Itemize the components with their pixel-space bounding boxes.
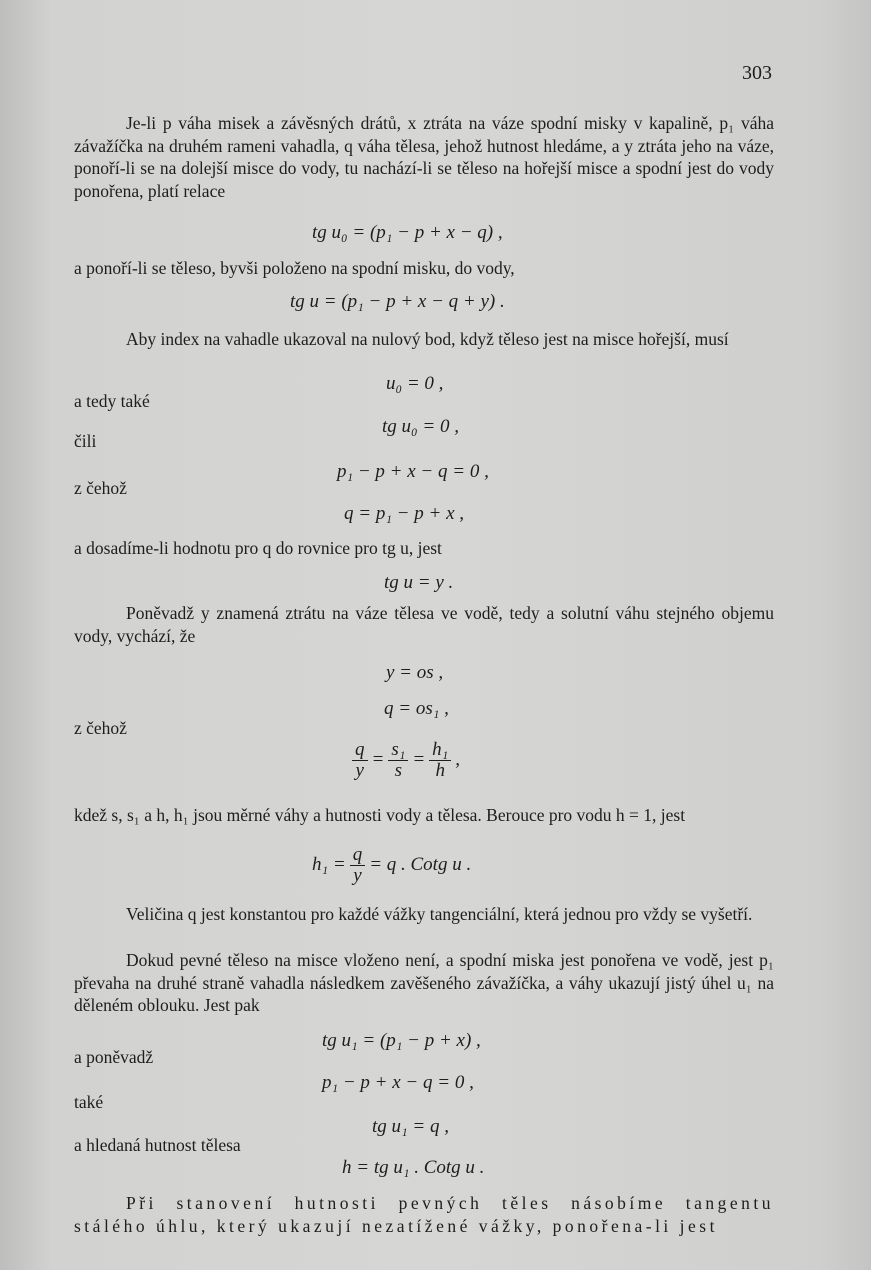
paragraph-intro: Je-li p váha misek a závěsných drátů, x ztráta na váze spodní misky v kapalině, p₁ váha závažíčka na druhém rameni vahadla, q váha tělesa, jehož hutnost hledáme, a y ztráta jeho na váze, ponoří-li se na dolejší misce do vody, tu nachází-li se těleso na hořejší misce a spodní jest do vody ponořena, platí relace xyxy=(74,113,774,201)
equation-balance: p₁ − p + x − q = 0 , xyxy=(337,461,489,482)
equation-tg-u1-q: tg u₁ = q , xyxy=(372,1116,449,1137)
fraction-s1-s: $\frac{\text{s₁}}{s}$ xyxy=(388,740,408,781)
label-cili: čili xyxy=(74,431,97,451)
label-hledana-hutnost: a hledaná hutnost tělesa xyxy=(74,1135,241,1155)
paragraph-zero-point: Aby index na vahadle ukazoval na nulový bod, když těleso jest na misce hořejší, musí xyxy=(126,329,729,349)
equation-tg-u0: tg u₀ = (p₁ − p + x − q) , xyxy=(312,222,503,243)
paragraph-spaced-rule: Při stanovení hutnosti pevných těles násobíme tangentu stálého úhlu, který ukazují nezatížené vážky, ponořena-li jest xyxy=(74,1193,774,1236)
paragraph-constant: Veličina q jest konstantou pro každé vážky tangenciální, která jednou pro vždy se vyšetří. xyxy=(126,904,753,924)
equation-h1: h₁ = $\frac{q}{y}$ = q . Cotg u . xyxy=(312,844,472,886)
equation-q-os1: q = os₁ , xyxy=(384,698,449,719)
fraction-q-y: $\frac{q}{y}$ xyxy=(352,740,368,781)
label-a-tedy-take: a tedy také xyxy=(74,391,150,411)
label-a-ponevadz: a poněvadž xyxy=(74,1047,154,1067)
label-take: také xyxy=(74,1092,104,1112)
label-z-cehoz-2: z čehož xyxy=(74,718,127,738)
text-lower-pan: a ponoří-li se těleso, byvši položeno na spodní misku, do vody, xyxy=(74,258,515,278)
equation-tg-u0-zero: tg u₀ = 0 , xyxy=(382,416,459,437)
equation-ratios: $\frac{q}{y}$ = $\frac{\text{s₁}}{s}$ = $\frac{\text{h₁}}{h}$ , xyxy=(348,740,460,781)
fraction-q-y-2: $\frac{q}{y}$ xyxy=(350,845,366,886)
page-number: 303 xyxy=(742,62,772,84)
text-substitute: a dosadíme-li hodnotu pro q do rovnice pro tg u, jest xyxy=(74,538,442,558)
equation-u0-zero: u₀ = 0 , xyxy=(386,373,444,394)
equation-q: q = p₁ − p + x , xyxy=(344,503,465,524)
paragraph-procedure: Dokud pevné těleso na misce vloženo není, a spodní miska jest ponořena ve vodě, jest p₁ převaha na druhé straně vahadla následkem zavěšeného závažíčka, a váhy ukazují jistý úhel u₁ na děleném oblouku. Jest pak xyxy=(74,950,774,1015)
paragraph-water-volume: Poněvadž y znamená ztrátu na váze tělesa ve vodě, tedy a solutní váhu stejného objemu vody, vychází, že xyxy=(74,603,774,646)
equation-tg-u: tg u = (p₁ − p + x − q + y) . xyxy=(290,291,505,312)
equation-y-os: y = os , xyxy=(386,662,444,683)
paragraph-specific-weight: kdež s, s₁ a h, h₁ jsou měrné váhy a hutnosti vody a tělesa. Berouce pro vodu h = 1, jest xyxy=(74,805,686,825)
fraction-h1-h: $\frac{\text{h₁}}{h}$ xyxy=(429,740,451,781)
equation-h-final: h = tg u₁ . Cotg u . xyxy=(342,1157,485,1178)
equation-balance-2: p₁ − p + x − q = 0 , xyxy=(322,1072,474,1093)
equation-tg-u-y: tg u = y . xyxy=(384,572,454,593)
equation-tg-u1: tg u₁ = (p₁ − p + x) , xyxy=(322,1030,481,1051)
label-z-cehoz: z čehož xyxy=(74,478,127,498)
